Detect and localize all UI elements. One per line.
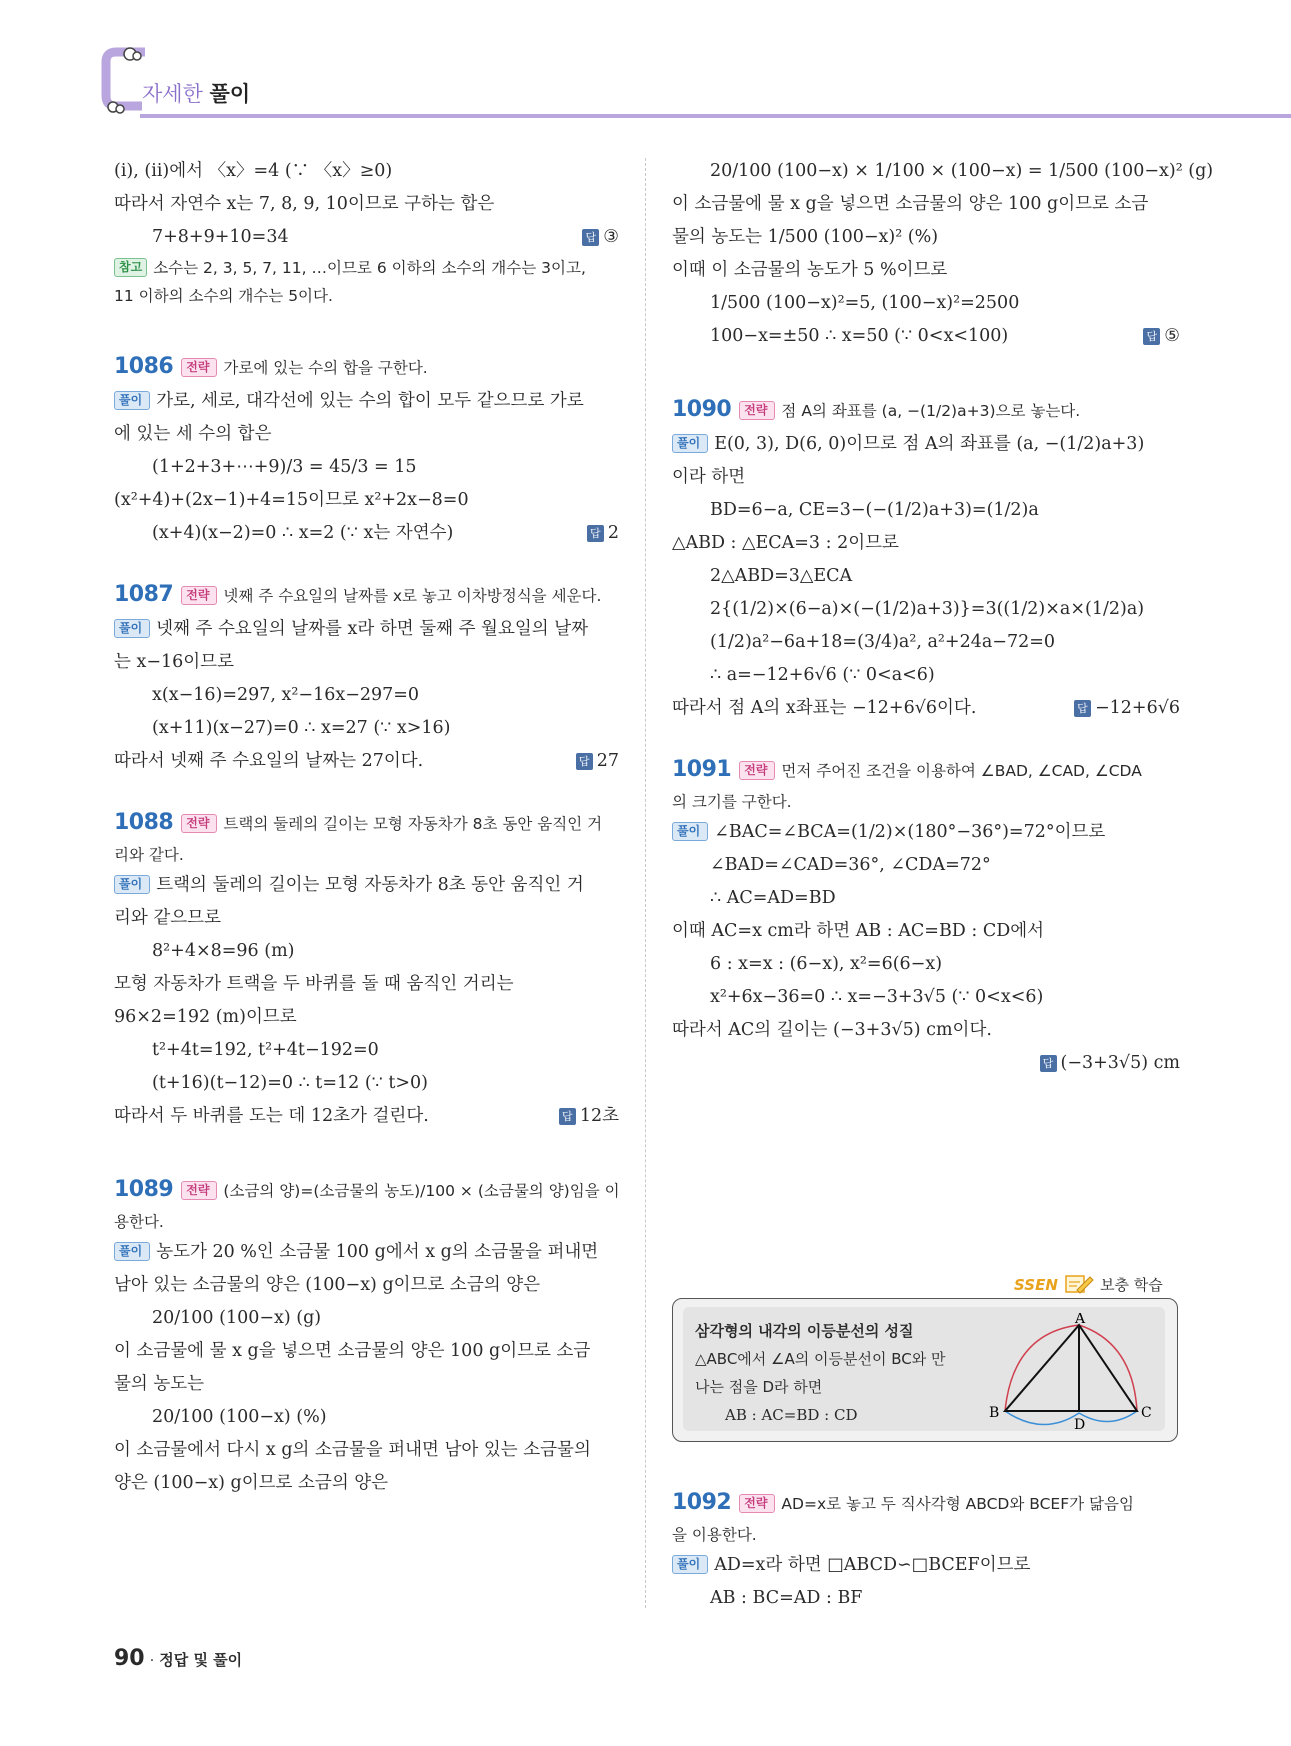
footer-label: 정답 및 풀이 bbox=[159, 1651, 243, 1669]
solution-text: 물의 농도는 1/500 (100−x)² (%) bbox=[672, 227, 939, 247]
header-title bbox=[142, 78, 250, 108]
solution-text: 물의 농도는 bbox=[114, 1374, 205, 1394]
answer-value: 27 bbox=[596, 751, 619, 771]
equation: (x+11)(x−27)=0 ∴ x=27 (∵ x>16) bbox=[152, 718, 451, 738]
strategy-tag: 전략 bbox=[739, 1494, 775, 1513]
equation: 20/100 (100−x) (%) bbox=[152, 1407, 327, 1427]
equation: 1/500 (100−x)²=5, (100−x)²=2500 bbox=[710, 293, 1020, 313]
point-C-label: C bbox=[1141, 1405, 1152, 1421]
equation-line bbox=[114, 221, 619, 254]
problem-number: 1091 bbox=[672, 757, 732, 782]
solution-text: △ABD : △ECA=3 : 2이므로 bbox=[672, 533, 899, 553]
strategy-text: 먼저 주어진 조건을 이용하여 ∠BAD, ∠CAD, ∠CDA bbox=[781, 762, 1142, 780]
solution-tag: 풀이 bbox=[114, 391, 150, 410]
problem-header bbox=[672, 393, 1180, 428]
solution-text: 남아 있는 소금물의 양은 (100−x) g이므로 소금의 양은 bbox=[114, 1275, 541, 1295]
supplement-inner bbox=[683, 1307, 1165, 1431]
strategy-text: (소금의 양)=(소금물의 농도)/100 × (소금물의 양)임을 이 bbox=[223, 1182, 620, 1200]
reference-line bbox=[114, 254, 619, 282]
right-column bbox=[672, 155, 1214, 1080]
equation: 8²+4×8=96 (m) bbox=[152, 941, 295, 961]
solution-line bbox=[114, 613, 619, 646]
column-divider bbox=[645, 158, 646, 1608]
solution-line bbox=[672, 428, 1180, 461]
solution-text: 는 x−16이므로 bbox=[114, 652, 234, 672]
conclusion-line bbox=[114, 1100, 619, 1133]
answer bbox=[672, 1047, 1180, 1080]
problem-header bbox=[672, 753, 1180, 788]
problem-number: 1088 bbox=[114, 810, 174, 835]
answer-value: 2 bbox=[607, 523, 619, 543]
equation-line bbox=[114, 517, 619, 550]
point-D-label: D bbox=[1074, 1417, 1086, 1429]
strategy-tag: 전략 bbox=[181, 814, 217, 833]
header-rule bbox=[140, 114, 1291, 118]
page-footer bbox=[114, 1646, 242, 1671]
solution-text: 따라서 AC의 길이는 (−3+3√5) cm이다. bbox=[672, 1020, 992, 1040]
answer bbox=[587, 517, 619, 550]
equation: ∴ a=−12+6√6 (∵ 0<a<6) bbox=[710, 665, 935, 685]
answer-icon: 답 bbox=[582, 229, 599, 246]
answer bbox=[582, 221, 619, 254]
answer bbox=[1143, 320, 1180, 353]
solution-text: 따라서 넷째 주 수요일의 날짜는 27이다. bbox=[114, 751, 424, 771]
solution-text: 이라 하면 bbox=[672, 467, 746, 487]
strategy-text: 넷째 주 수요일의 날짜를 x로 놓고 이차방정식을 세운다. bbox=[223, 587, 602, 605]
equation-line bbox=[672, 320, 1180, 353]
strategy-text: 의 크기를 구한다. bbox=[672, 793, 792, 811]
solution-text: 리와 같으므로 bbox=[114, 908, 221, 928]
reference-text: 소수는 2, 3, 5, 7, 11, …이므로 6 이하의 소수의 개수는 3이고, bbox=[153, 259, 586, 277]
strategy-tag: 전략 bbox=[181, 358, 217, 377]
solution-text: 농도가 20 %인 소금물 100 g에서 x g의 소금물을 퍼내면 bbox=[156, 1242, 599, 1262]
equation: 100−x=±50 ∴ x=50 (∵ 0<x<100) bbox=[710, 326, 1009, 346]
solution-text: 이 소금물에 물 x g을 넣으면 소금물의 양은 100 g이므로 소금 bbox=[114, 1341, 591, 1361]
equation: (t+16)(t−12)=0 ∴ t=12 (∵ t>0) bbox=[152, 1073, 429, 1093]
supplement-box bbox=[672, 1298, 1178, 1442]
solution-text: ∠BAC=∠BCA=(1/2)×(180°−36°)=72°이므로 bbox=[714, 822, 1106, 842]
conclusion-line bbox=[114, 745, 619, 778]
strategy-tag: 전략 bbox=[181, 586, 217, 605]
footer-bullet-icon: · bbox=[149, 1653, 155, 1669]
answer-icon: 답 bbox=[1040, 1055, 1057, 1072]
answer bbox=[1074, 692, 1180, 725]
equation: x(x−16)=297, x²−16x−297=0 bbox=[152, 685, 420, 705]
solution-text: 96×2=192 (m)이므로 bbox=[114, 1007, 297, 1027]
strategy-text: 트랙의 둘레의 길이는 모형 자동차가 8초 동안 움직인 거 bbox=[223, 815, 603, 833]
strategy-text: 점 A의 좌표를 (a, −(1/2)a+3)으로 놓는다. bbox=[781, 402, 1081, 420]
equation: x²+6x−36=0 ∴ x=−3+3√5 (∵ 0<x<6) bbox=[710, 987, 1044, 1007]
answer bbox=[576, 745, 619, 778]
header-title-part1: 자세한 bbox=[142, 82, 210, 106]
solution-text: 이때 이 소금물의 농도가 5 %이므로 bbox=[672, 260, 948, 280]
solution-tag: 풀이 bbox=[672, 822, 708, 841]
strategy-tag: 전략 bbox=[739, 401, 775, 420]
point-B-label: B bbox=[989, 1405, 1000, 1421]
strategy-text: 가로에 있는 수의 합을 구한다. bbox=[223, 359, 428, 377]
equation: 20/100 (100−x) (g) bbox=[152, 1308, 322, 1328]
equation: t²+4t=192, t²+4t−192=0 bbox=[152, 1040, 379, 1060]
equation: (1/2)a²−6a+18=(3/4)a², a²+24a−72=0 bbox=[710, 632, 1056, 652]
answer-icon: 답 bbox=[1143, 328, 1160, 345]
solution-text: 가로, 세로, 대각선에 있는 수의 합이 모두 같으므로 가로 bbox=[156, 391, 584, 411]
equation: (x+4)(x−2)=0 ∴ x=2 (∵ x는 자연수) bbox=[152, 523, 454, 543]
page-number: 90 bbox=[114, 1646, 145, 1671]
supplement-heading: 삼각형의 내각의 이등분선의 성질 bbox=[695, 1322, 914, 1340]
supplement-text: △ABC에서 ∠A의 이등분선이 BC와 만 bbox=[695, 1350, 946, 1368]
problem-header bbox=[672, 1486, 1180, 1521]
text-line: (ⅰ), (ⅱ)에서 〈x〉=4 (∵ 〈x〉≥0) bbox=[114, 161, 393, 181]
equation: ∴ AC=AD=BD bbox=[710, 888, 836, 908]
solution-text: 모형 자동차가 트랙을 두 바퀴를 돌 때 움직인 거리는 bbox=[114, 974, 514, 994]
answer-icon: 답 bbox=[587, 525, 604, 542]
solution-text: 이 소금물에 물 x g을 넣으면 소금물의 양은 100 g이므로 소금 bbox=[672, 194, 1149, 214]
strategy-tag: 전략 bbox=[181, 1181, 217, 1200]
strategy-tag: 전략 bbox=[739, 761, 775, 780]
equation: 2{(1/2)×(6−a)×(−(1/2)a+3)}=3((1/2)×a×(1/2)a) bbox=[710, 599, 1145, 619]
supplement-text: 나는 점을 D라 하면 bbox=[695, 1378, 823, 1396]
left-column bbox=[114, 155, 619, 1500]
equation: (x²+4)+(2x−1)+4=15이므로 x²+2x−8=0 bbox=[114, 490, 469, 510]
equation: (1+2+3+⋯+9)/3 = 45/3 = 15 bbox=[152, 457, 417, 477]
answer-value: 12초 bbox=[579, 1106, 619, 1126]
equation: 2△ABD=3△ECA bbox=[710, 566, 853, 586]
answer bbox=[559, 1100, 619, 1133]
solution-text: 이 소금물에서 다시 x g의 소금물을 퍼내면 남아 있는 소금물의 bbox=[114, 1440, 591, 1460]
pencil-note-icon bbox=[1063, 1273, 1095, 1295]
answer-icon: 답 bbox=[576, 753, 593, 770]
spacer bbox=[672, 725, 1180, 753]
equation: AB : BC=AD : BF bbox=[710, 1588, 863, 1608]
solution-tag: 풀이 bbox=[672, 434, 708, 453]
problem-header bbox=[114, 1173, 619, 1208]
problem-number: 1090 bbox=[672, 397, 732, 422]
solution-text: 따라서 두 바퀴를 도는 데 12초가 걸린다. bbox=[114, 1106, 429, 1126]
equation: 20/100 (100−x) × 1/100 × (100−x) = 1/500 (100−x)² (g) bbox=[710, 161, 1214, 181]
problem-number: 1092 bbox=[672, 1490, 732, 1515]
strategy-text: 을 이용한다. bbox=[672, 1526, 757, 1544]
problem-number: 1086 bbox=[114, 354, 174, 379]
answer-value: (−3+3√5) cm bbox=[1060, 1053, 1180, 1073]
solution-line bbox=[672, 816, 1180, 849]
solution-text: 에 있는 세 수의 합은 bbox=[114, 424, 272, 444]
spacer bbox=[114, 310, 619, 350]
solution-text: E(0, 3), D(6, 0)이므로 점 A의 좌표를 (a, −(1/2)a+3) bbox=[714, 434, 1145, 454]
problem-number: 1087 bbox=[114, 582, 174, 607]
spacer bbox=[672, 353, 1180, 393]
solution-tag: 풀이 bbox=[114, 1242, 150, 1261]
triangle-bisector-diagram bbox=[983, 1313, 1159, 1429]
answer-icon: 답 bbox=[559, 1108, 576, 1125]
solution-line bbox=[114, 869, 619, 902]
page-header bbox=[0, 0, 1291, 130]
point-A-label: A bbox=[1075, 1313, 1086, 1327]
header-title-part2: 풀이 bbox=[209, 82, 251, 106]
solution-line bbox=[114, 1236, 619, 1269]
equation: 7+8+9+10=34 bbox=[152, 227, 289, 247]
equation: BD=6−a, CE=3−(−(1/2)a+3)=(1/2)a bbox=[710, 500, 1039, 520]
supplement-formula: AB : AC=BD : CD bbox=[725, 1406, 858, 1424]
text-line: 따라서 자연수 x는 7, 8, 9, 10이므로 구하는 합은 bbox=[114, 194, 495, 214]
problem-header bbox=[114, 806, 619, 841]
reference-text: 11 이하의 소수의 개수는 5이다. bbox=[114, 287, 333, 305]
answer-value: ⑤ bbox=[1164, 326, 1180, 346]
solution-tag: 풀이 bbox=[114, 875, 150, 894]
solution-tag: 풀이 bbox=[114, 619, 150, 638]
solution-text: 넷째 주 수요일의 날짜를 x라 하면 둘째 주 월요일의 날짜 bbox=[156, 619, 589, 639]
strategy-text: 리와 같다. bbox=[114, 846, 184, 864]
supplement-label bbox=[1014, 1273, 1163, 1295]
solution-text: 트랙의 둘레의 길이는 모형 자동차가 8초 동안 움직인 거 bbox=[156, 875, 584, 895]
equation: 6 : x=x : (6−x), x²=6(6−x) bbox=[710, 954, 943, 974]
solution-line bbox=[114, 385, 619, 418]
solution-text: 이때 AC=x cm라 하면 AB : AC=BD : CD에서 bbox=[672, 921, 1045, 941]
ssen-logo: SSEN bbox=[1014, 1276, 1058, 1294]
supplement-title-label: 보충 학습 bbox=[1100, 1276, 1163, 1294]
problem-header bbox=[114, 578, 619, 613]
spacer bbox=[114, 550, 619, 578]
problem-1092 bbox=[672, 1486, 1180, 1615]
strategy-text: 용한다. bbox=[114, 1213, 164, 1231]
problem-number: 1089 bbox=[114, 1177, 174, 1202]
solution-text: 양은 (100−x) g이므로 소금의 양은 bbox=[114, 1473, 389, 1493]
answer-icon: 답 bbox=[1074, 700, 1091, 717]
solution-text: AD=x라 하면 □ABCD∽□BCEF이므로 bbox=[714, 1555, 1031, 1575]
equation: ∠BAD=∠CAD=36°, ∠CDA=72° bbox=[710, 855, 991, 875]
answer-value: −12+6√6 bbox=[1094, 698, 1180, 718]
strategy-text: AD=x로 놓고 두 직사각형 ABCD와 BCEF가 닮음임 bbox=[781, 1495, 1134, 1513]
conclusion-line bbox=[672, 692, 1180, 725]
answer-value: ③ bbox=[603, 227, 619, 247]
solution-line bbox=[672, 1549, 1180, 1582]
solution-text: 따라서 점 A의 x좌표는 −12+6√6이다. bbox=[672, 698, 977, 718]
solution-tag: 풀이 bbox=[672, 1555, 708, 1574]
spacer bbox=[114, 1133, 619, 1173]
reference-tag: 참고 bbox=[114, 258, 147, 277]
problem-header bbox=[114, 350, 619, 385]
spacer bbox=[114, 778, 619, 806]
